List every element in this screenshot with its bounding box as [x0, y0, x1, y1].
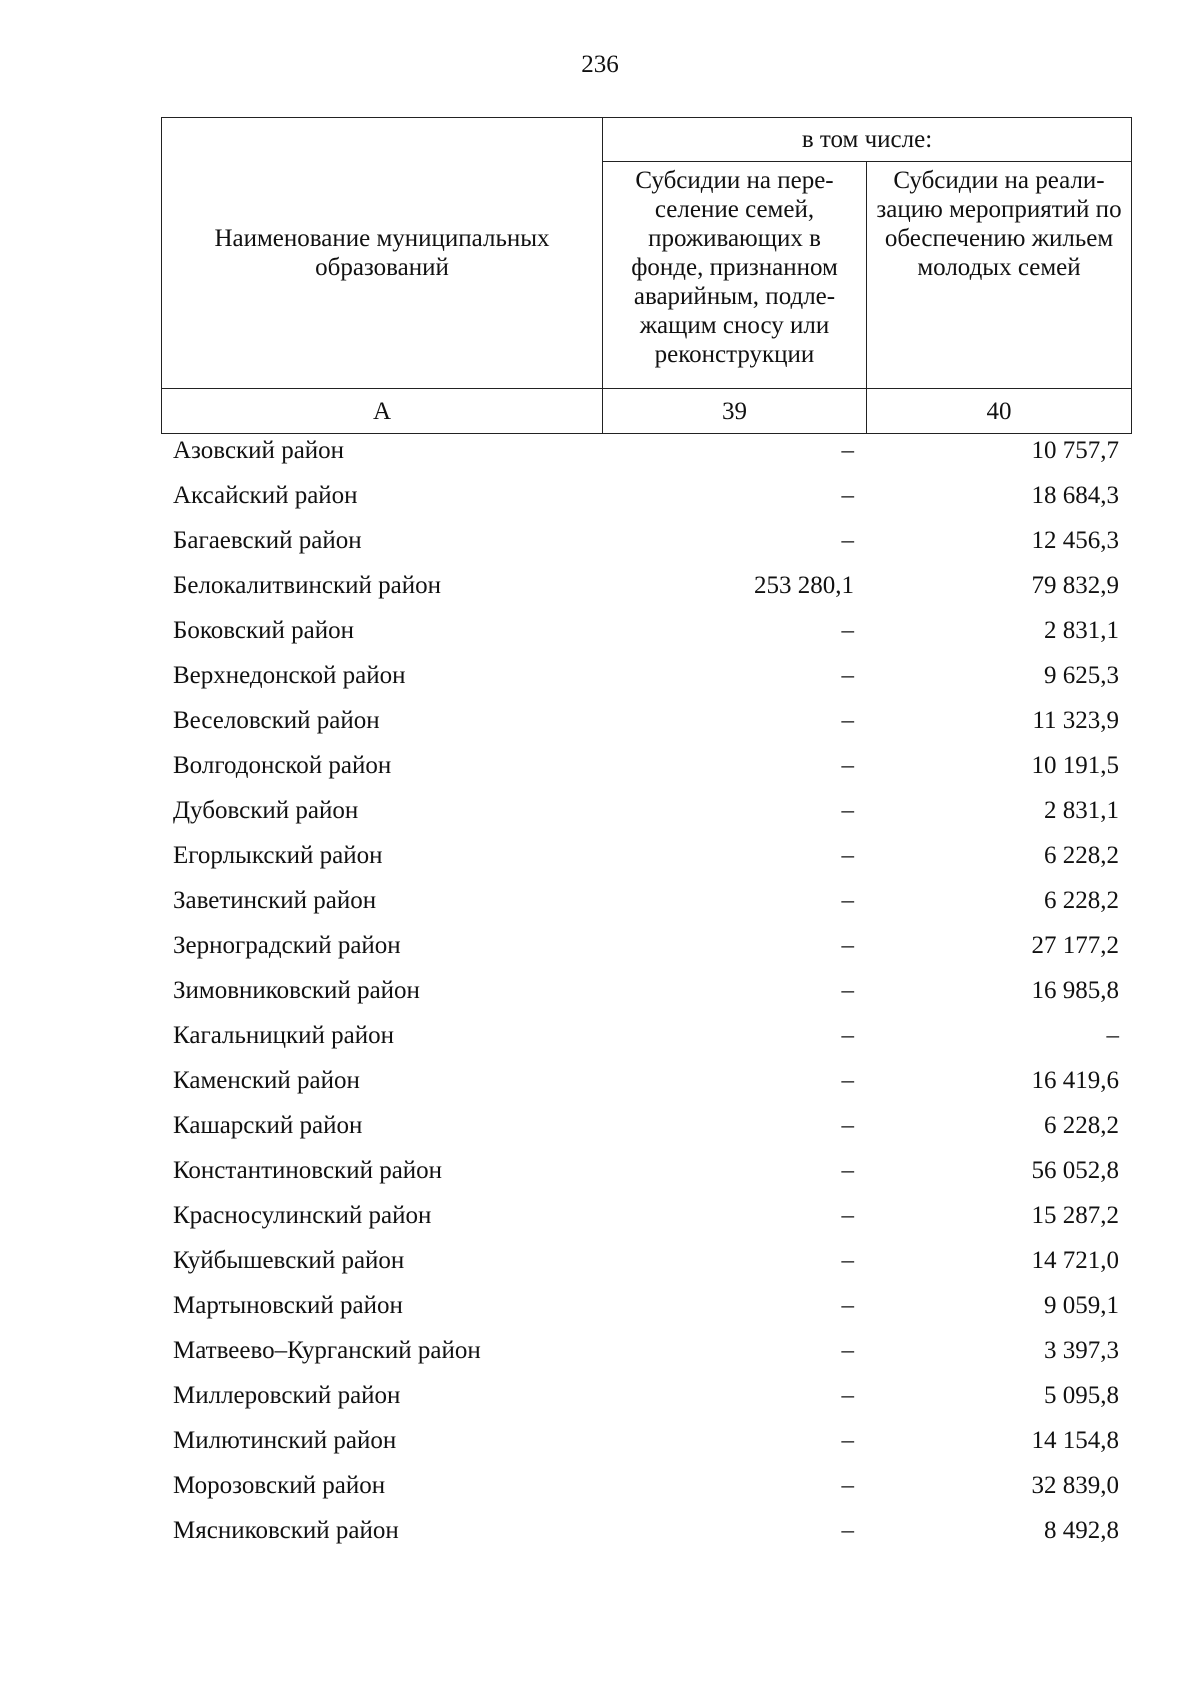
municipality-name: Мясниковский район [173, 1516, 399, 1544]
column-index-name: А [162, 389, 603, 434]
value-col-39: – [841, 751, 854, 779]
municipality-name: Багаевский район [173, 526, 362, 554]
value-col-39: – [841, 841, 854, 869]
value-col-40: – [1106, 1021, 1119, 1049]
table-row [161, 1238, 1131, 1283]
table-row [161, 563, 1131, 608]
table-row [161, 1148, 1131, 1193]
value-col-39: – [841, 481, 854, 509]
table-row [161, 698, 1131, 743]
value-col-39: – [841, 886, 854, 914]
table-row [161, 1103, 1131, 1148]
value-col-39: – [841, 976, 854, 1004]
table-row [161, 1058, 1131, 1103]
table-row [161, 1373, 1131, 1418]
value-col-40: 14 721,0 [1031, 1246, 1119, 1274]
municipality-name: Милютинский район [173, 1426, 397, 1454]
value-col-40: 32 839,0 [1031, 1471, 1119, 1499]
value-col-40: 27 177,2 [1031, 931, 1119, 959]
value-col-40: 79 832,9 [1031, 571, 1119, 599]
value-col-39: – [841, 931, 854, 959]
value-col-40: 10 191,5 [1031, 751, 1119, 779]
table-row [161, 1508, 1131, 1553]
value-col-40: 8 492,8 [1044, 1516, 1119, 1544]
table-row [161, 518, 1131, 563]
table-row [161, 1283, 1131, 1328]
municipality-name: Аксайский район [173, 481, 358, 509]
municipality-name: Боковский район [173, 616, 354, 644]
value-col-40: 2 831,1 [1044, 616, 1119, 644]
table-body [161, 428, 1131, 1553]
value-col-40: 14 154,8 [1031, 1426, 1119, 1454]
municipality-name: Каменский район [173, 1066, 360, 1094]
table-row [161, 428, 1131, 473]
municipality-name: Заветинский район [173, 886, 377, 914]
value-col-40: 16 419,6 [1031, 1066, 1119, 1094]
municipality-name: Азовский район [173, 436, 345, 464]
municipality-name: Морозовский район [173, 1471, 386, 1499]
value-col-39: – [841, 1516, 854, 1544]
value-col-40: 2 831,1 [1044, 796, 1119, 824]
table-row [161, 788, 1131, 833]
value-col-39: – [841, 526, 854, 554]
value-col-39: – [841, 1021, 854, 1049]
table-row [161, 1418, 1131, 1463]
value-col-40: 3 397,3 [1044, 1336, 1119, 1364]
value-col-40: 6 228,2 [1044, 1111, 1119, 1139]
value-col-39: – [841, 1471, 854, 1499]
column-header-name: Наименование муниципальных образований [162, 118, 603, 389]
municipality-name: Веселовский район [173, 706, 380, 734]
value-col-39: – [841, 1111, 854, 1139]
value-col-40: 15 287,2 [1031, 1201, 1119, 1229]
value-col-39: – [841, 661, 854, 689]
value-col-39: – [841, 436, 854, 464]
municipality-name: Волгодонской район [173, 751, 392, 779]
table-row [161, 653, 1131, 698]
table-row [161, 1193, 1131, 1238]
municipality-name: Зимовниковский район [173, 976, 420, 1004]
value-col-40: 12 456,3 [1031, 526, 1119, 554]
page-number: 236 [581, 51, 619, 78]
value-col-39: – [841, 1156, 854, 1184]
municipality-name: Кагальницкий район [173, 1021, 395, 1049]
table-row [161, 473, 1131, 518]
table-header [161, 117, 1132, 434]
table-row [161, 1328, 1131, 1373]
value-col-40: 11 323,9 [1032, 706, 1119, 734]
municipality-name: Егорлыкский район [173, 841, 383, 869]
value-col-40: 10 757,7 [1031, 436, 1119, 464]
value-col-39: – [841, 706, 854, 734]
column-index-39: 39 [603, 389, 867, 434]
table-row [161, 608, 1131, 653]
municipality-name: Мартыновский район [173, 1291, 403, 1319]
municipality-name: Константиновский район [173, 1156, 443, 1184]
municipality-name: Куйбышевский район [173, 1246, 405, 1274]
value-col-40: 9 625,3 [1044, 661, 1119, 689]
value-col-39: – [841, 1291, 854, 1319]
table-row [161, 1463, 1131, 1508]
column-group-header: в том числе: [603, 118, 1132, 162]
value-col-39: – [841, 1426, 854, 1454]
column-index-40: 40 [867, 389, 1132, 434]
municipality-name: Зерноградский район [173, 931, 401, 959]
municipality-name: Дубовский район [173, 796, 359, 824]
table-row [161, 1013, 1131, 1058]
table-row [161, 878, 1131, 923]
value-col-40: 18 684,3 [1031, 481, 1119, 509]
column-header-40: Субсидии на реали-зацию мероприятий по обеспечению жильем молодых семей [867, 162, 1132, 389]
municipality-name: Белокалитвинский район [173, 571, 441, 599]
table-row [161, 743, 1131, 788]
municipality-name: Миллеровский район [173, 1381, 401, 1409]
column-header-39: Субсидии на пере-селение семей, проживающих в фонде, признанном аварийным, подле-жащим сносу или реконструкции [603, 162, 867, 389]
municipality-name: Верхнедонской район [173, 661, 406, 689]
value-col-40: 6 228,2 [1044, 886, 1119, 914]
municipality-name: Красносулинский район [173, 1201, 432, 1229]
value-col-39: – [841, 1381, 854, 1409]
value-col-40: 6 228,2 [1044, 841, 1119, 869]
table-row [161, 923, 1131, 968]
value-col-39: – [841, 796, 854, 824]
table-row [161, 968, 1131, 1013]
value-col-40: 16 985,8 [1031, 976, 1119, 1004]
value-col-40: 9 059,1 [1044, 1291, 1119, 1319]
value-col-39: 253 280,1 [754, 571, 854, 599]
value-col-39: – [841, 1336, 854, 1364]
value-col-40: 5 095,8 [1044, 1381, 1119, 1409]
value-col-39: – [841, 616, 854, 644]
municipality-name: Матвеево–Курганский район [173, 1336, 481, 1364]
value-col-39: – [841, 1066, 854, 1094]
table-row [161, 833, 1131, 878]
value-col-39: – [841, 1201, 854, 1229]
value-col-39: – [841, 1246, 854, 1274]
value-col-40: 56 052,8 [1031, 1156, 1119, 1184]
municipality-name: Кашарский район [173, 1111, 363, 1139]
